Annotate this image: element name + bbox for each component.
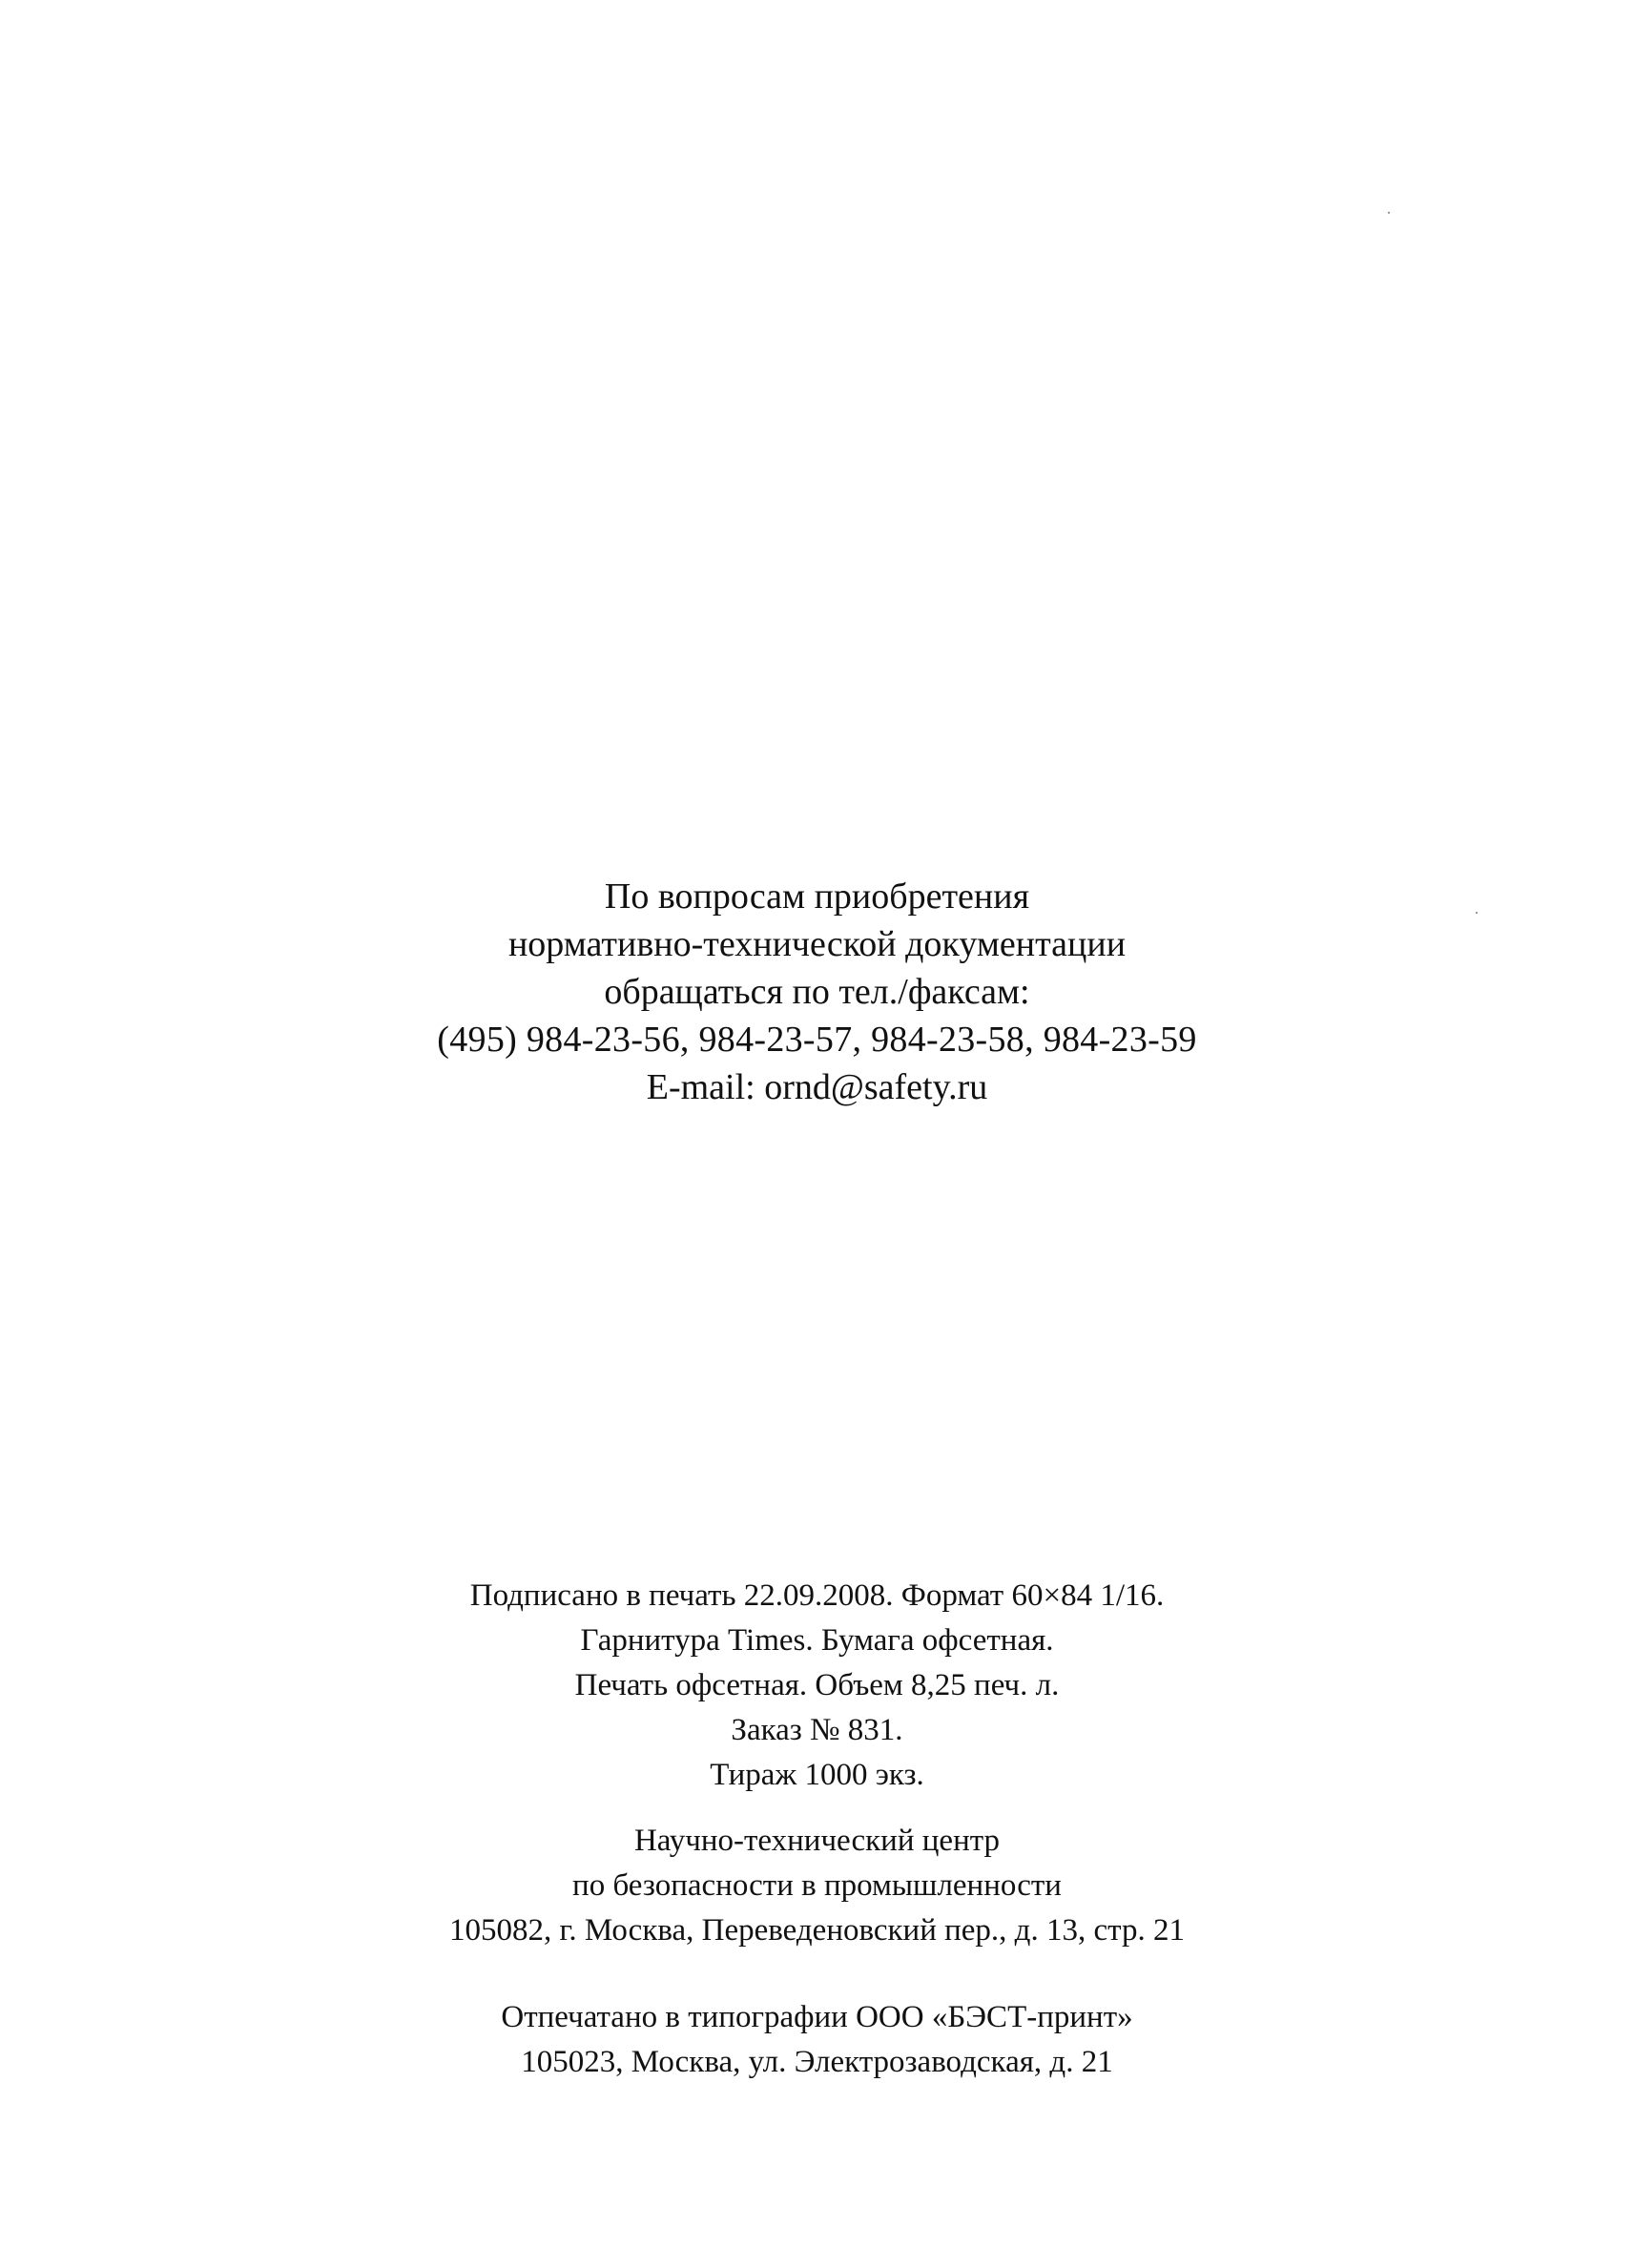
contact-info-block xyxy=(0,873,1634,1111)
contact-phones: (495) 984-23-56, 984-23-57, 984-23-58, 984-23-59 xyxy=(437,1020,1197,1060)
imprint-typeface: Гарнитура Times. Бумага офсетная. xyxy=(580,1623,1054,1658)
printer-name: Отпечатано в типографии ООО «БЭСТ-принт» xyxy=(501,2000,1133,2034)
contact-line-2: нормативно-технической документации xyxy=(507,924,1127,964)
publisher-address: 105082, г. Москва, Переведеновский пер., д. 13, стр. 21 xyxy=(449,1913,1185,1948)
publisher-name-line-1: Научно-технический центр xyxy=(633,1824,1001,1858)
printer-address: 105023, Москва, ул. Электрозаводская, д. 21 xyxy=(521,2045,1113,2079)
imprint-block xyxy=(0,1574,1634,1798)
imprint-run: Тираж 1000 экз. xyxy=(710,1758,924,1792)
scan-speck xyxy=(1388,212,1390,214)
publisher-block xyxy=(0,1819,1634,1953)
publisher-name-line-2: по безопасности в промышленности xyxy=(572,1868,1062,1903)
contact-email: E-mail: ornd@safety.ru xyxy=(646,1067,988,1107)
printer-block xyxy=(0,1995,1634,2085)
contact-line-3: обращаться по тел./факсам: xyxy=(604,972,1030,1012)
scan-speck xyxy=(1476,912,1478,914)
imprint-signed: Подписано в печать 22.09.2008. Формат 60×84 1/16. xyxy=(469,1578,1165,1613)
imprint-order: Заказ № 831. xyxy=(731,1713,903,1747)
imprint-printing: Печать офсетная. Объем 8,25 печ. л. xyxy=(574,1668,1060,1702)
contact-line-1: По вопросам приобретения xyxy=(604,876,1030,917)
